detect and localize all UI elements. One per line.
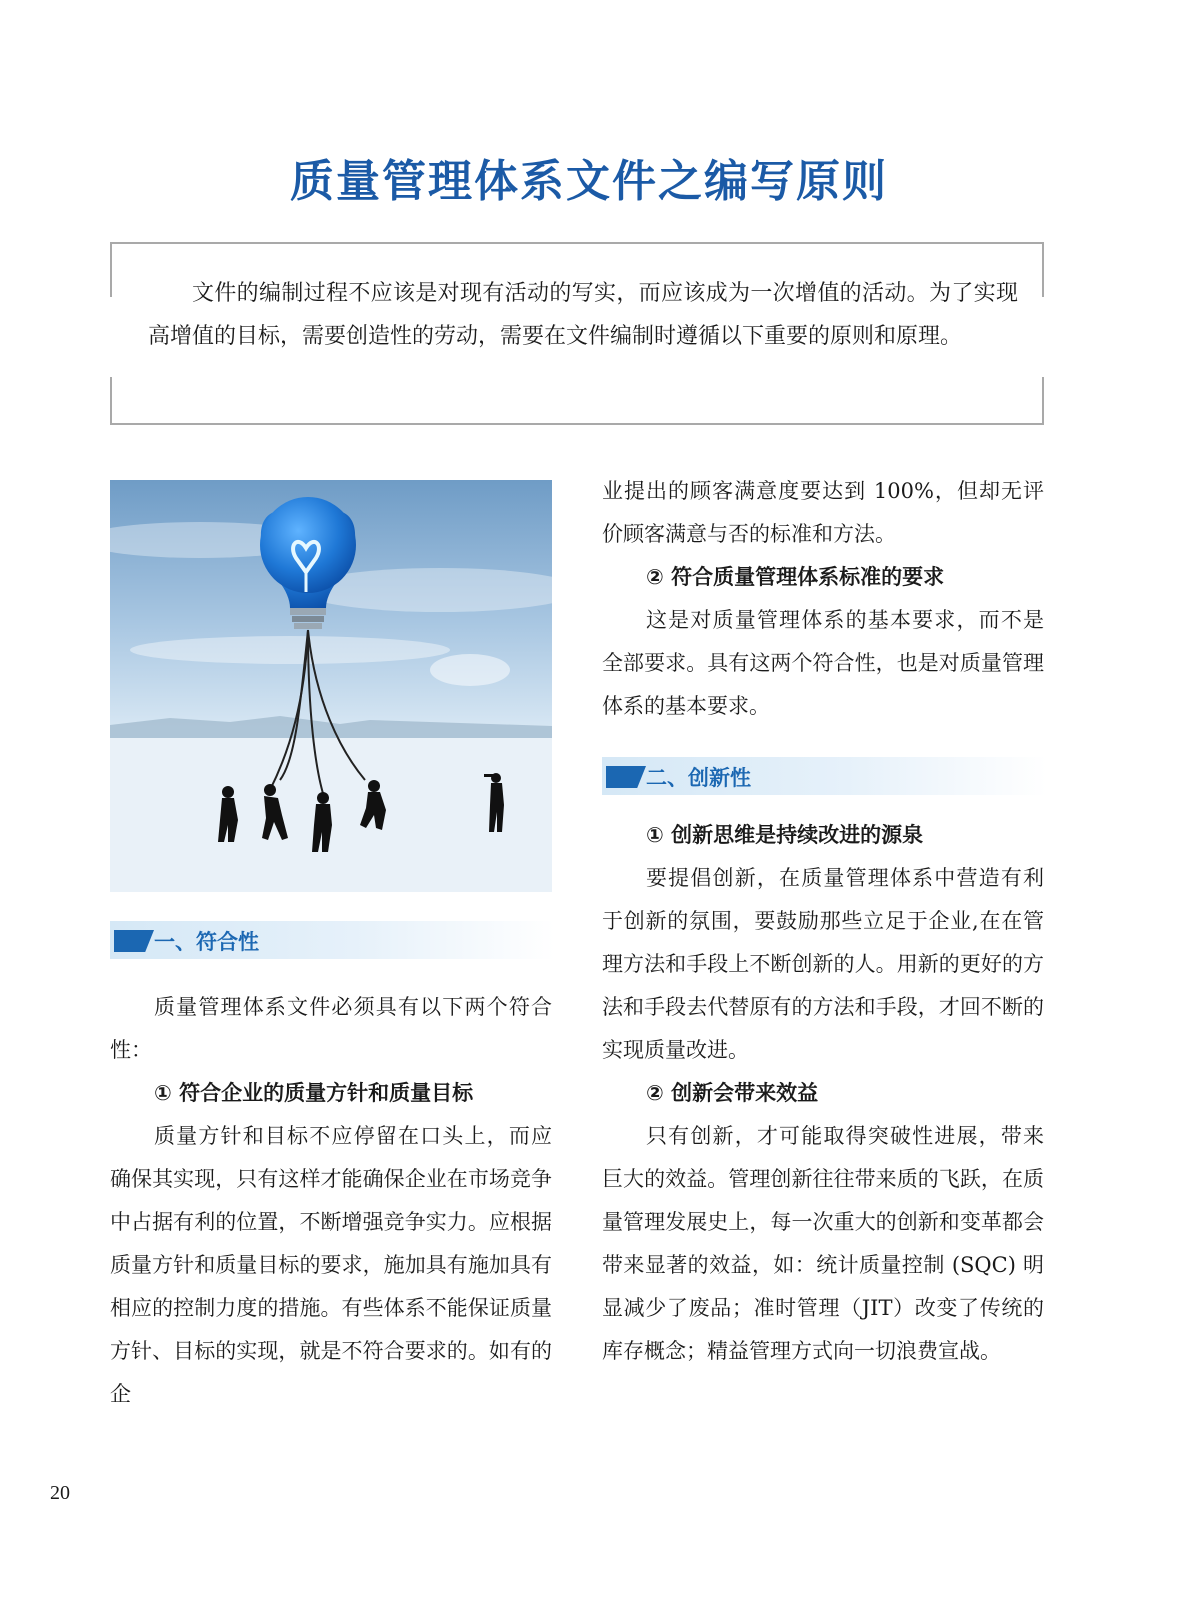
section-title-conformity: 一、符合性 — [154, 930, 259, 954]
section-marker-icon — [606, 766, 646, 788]
section-marker-icon — [114, 930, 154, 952]
subheading-policy-objectives: ① 符合企业的质量方针和质量目标 — [154, 1081, 474, 1105]
subheading-standard-requirements: ② 符合质量管理体系标准的要求 — [646, 565, 945, 589]
right-column-lower-text — [602, 814, 1044, 1373]
intro-box-gap-left — [105, 297, 117, 377]
continued-paragraph: 业提出的顾客满意度要达到 100%，但却无评价顾客满意与否的标准和方法。 — [602, 479, 1044, 546]
innovation-benefits-paragraph: 只有创新，才可能取得突破性进展，带来巨大的效益。管理创新往往带来质的飞跃，在质量管理发展史上，每一次重大的创新和变革都会带来显著的效益，如：统计质量控制 (SQC) 明显减少了废品；准时管理（JIT）改变了传统的库存概念；精益管理方式向一切浪费宣战。 — [602, 1124, 1044, 1363]
section-heading-innovation — [602, 757, 1047, 795]
right-column-upper-text — [602, 470, 1044, 728]
section-heading-conformity — [110, 921, 555, 959]
policy-objectives-paragraph: 质量方针和目标不应停留在口头上，而应确保其实现，只有这样才能确保企业在市场竞争中占据有利的位置，不断增强竞争实力。应根据质量方针和质量目标的要求，施加具有施加具有相应的控制力度的措施。有些体系不能保证质量方针、目标的实现，就是不符合要求的。如有的企 — [110, 1124, 552, 1406]
standard-requirements-paragraph: 这是对质量管理体系的基本要求，而不是全部要求。具有这两个符合性，也是对质量管理体系的基本要求。 — [602, 608, 1044, 718]
lightbulb-teamwork-photo — [110, 480, 552, 892]
section-title-innovation: 二、创新性 — [646, 766, 751, 790]
subheading-innovative-thinking: ① 创新思维是持续改进的源泉 — [646, 823, 924, 847]
conformity-intro-paragraph: 质量管理体系文件必须具有以下两个符合性： — [110, 995, 552, 1062]
subheading-innovation-benefits: ② 创新会带来效益 — [646, 1081, 819, 1105]
intro-paragraph: 文件的编制过程不应该是对现有活动的写实，而应该成为一次增值的活动。为了实现高增值的目标，需要创造性的劳动，需要在文件编制时遵循以下重要的原则和原理。 — [148, 281, 1018, 349]
page-title: 质量管理体系文件之编写原则 — [290, 156, 888, 207]
innovative-thinking-paragraph: 要提倡创新，在质量管理体系中营造有利于创新的氛围，要鼓励那些立足于企业,在在管理方法和手段上不断创新的人。用新的更好的方法和手段去代替原有的方法和手段，才回不断的实现质量改进。 — [602, 866, 1044, 1062]
intro-box-gap-right — [1038, 297, 1050, 377]
page-number: 20 — [50, 1482, 70, 1504]
left-column-text — [110, 986, 552, 1416]
